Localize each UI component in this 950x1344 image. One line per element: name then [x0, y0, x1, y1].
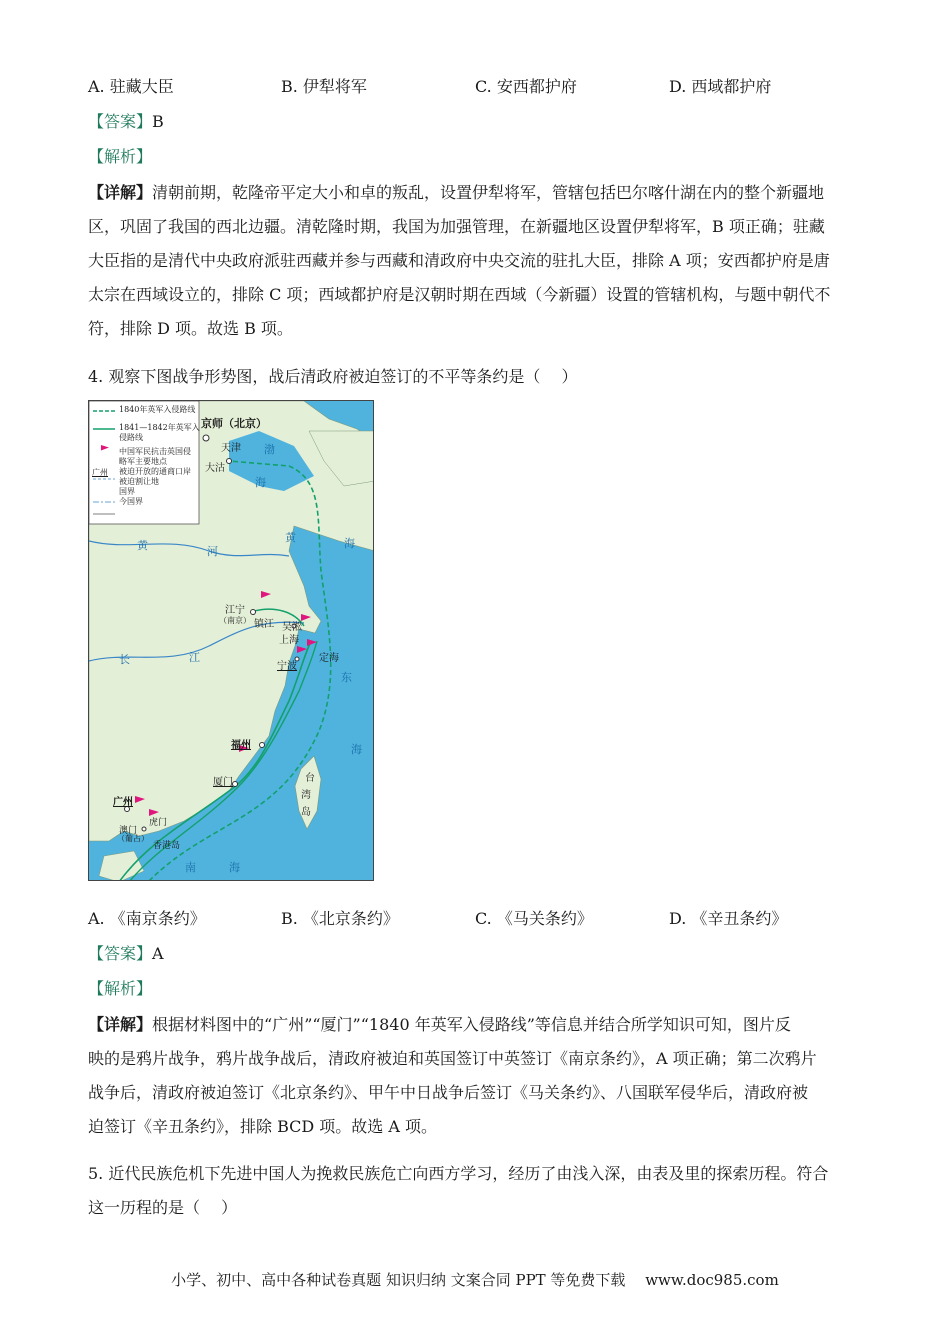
label-tai: 台 — [305, 773, 315, 784]
answer-value: A — [152, 944, 164, 963]
label-xianggang: 香港岛 — [153, 841, 181, 851]
option-a: A. 《南京条约》 — [88, 909, 206, 928]
legend-item: 略军主要地点 — [119, 457, 167, 466]
option-c: C. 安西都护府 — [475, 77, 577, 96]
label-bohai: 渤 — [264, 443, 275, 456]
label-nanhai-2: 海 — [229, 861, 240, 874]
label-huang: 黄 — [137, 539, 148, 552]
stem-line: 这一历程的是（ ） — [88, 1198, 238, 1217]
detail-tag: 【详解】 — [88, 183, 153, 202]
label-donghai: 东 — [341, 671, 352, 684]
label-bohai-2: 海 — [255, 476, 266, 489]
option-a: A. 驻藏大臣 — [88, 77, 174, 96]
opium-war-map — [88, 400, 374, 881]
answer-value: B — [152, 112, 164, 131]
answer-row — [88, 943, 164, 965]
label-dinghai: 定海 — [319, 653, 339, 664]
label-ningbo: 宁波 — [277, 661, 297, 672]
stem-line: 5. 近代民族危机下先进中国人为挽救民族危亡向西方学习，经历了由浅入深，由表及里的探索历程。符合 — [88, 1164, 829, 1183]
label-chang: 长 — [119, 653, 130, 666]
detail-line: 太宗在西域设立的，排除 C 项；西域都护府是汉朝时期在西域（今新疆）设置的管辖机构，与题中朝代不 — [88, 285, 831, 304]
label-nanhai: 南 — [185, 861, 196, 874]
label-huanghai-2: 海 — [344, 537, 355, 550]
question-stem: 4. 观察下图战争形势图，战后清政府被迫签订的不平等条约是（ ） — [88, 367, 578, 386]
label-aomen: 澳门 — [119, 826, 138, 836]
legend-item: 国界 — [119, 487, 135, 496]
detail-line: 映的是鸦片战争，鸦片战争战后，清政府被迫和英国签订中英签订《南京条约》，A 项正确；第二次鸦片 — [88, 1049, 817, 1068]
answer-row — [88, 111, 164, 133]
label-guangzhou: 广州 — [113, 797, 133, 808]
label-zhenjiang: 镇江 — [254, 619, 274, 630]
label-jiangning: 江宁 — [225, 605, 245, 616]
label-donghai-2: 海 — [351, 743, 362, 756]
option-d: D. 《辛丑条约》 — [669, 909, 788, 928]
detail-line: 区，巩固了我国的西北边疆。清乾隆时期，我国为加强管理，在新疆地区设置伊犁将军，B 项正确；驻藏 — [88, 217, 825, 236]
legend-port-sample: 广州 — [92, 468, 108, 477]
answer-tag: 【答案】 — [88, 944, 153, 963]
option-d: D. 西域都护府 — [669, 77, 772, 96]
label-xiamen: 厦门 — [213, 777, 233, 788]
label-wusong: 吴淞 — [282, 622, 302, 633]
label-dao: 岛 — [301, 807, 311, 818]
legend-item: 1840年英军入侵路线 — [119, 405, 196, 414]
label-nanjing: （南京） — [219, 616, 251, 625]
option-c: C. 《马关条约》 — [475, 909, 593, 928]
option-b: B. 伊犁将军 — [281, 77, 367, 96]
detail-line: 清朝前期，乾隆帝平定大小和卓的叛乱，设置伊犁将军，管辖包括巴尔喀什湖在内的整个新疆地 — [152, 183, 825, 202]
legend-text — [119, 405, 200, 507]
detail-line: 战争后，清政府被迫签订《北京条约》、甲午中日战争后签订《马关条约》、八国联军侵华后，清政府被 — [88, 1083, 809, 1102]
detail-paragraph — [88, 1008, 864, 1144]
label-jiang: 江 — [189, 651, 200, 664]
detail-tag: 【详解】 — [88, 1015, 153, 1034]
legend-item: 中国军民抗击英国侵 — [119, 447, 191, 456]
legend-item: 今国界 — [119, 497, 143, 506]
label-humen: 虎门 — [149, 818, 168, 828]
label-huanghai: 黄 — [285, 531, 296, 544]
detail-line: 符，排除 D 项。故选 B 项。 — [88, 319, 293, 338]
label-dagu: 大沽 — [205, 463, 225, 474]
analysis-tag: 【解析】 — [88, 147, 153, 166]
legend-item: 被迫割让地 — [119, 477, 159, 486]
detail-line: 大臣指的是清代中央政府派驻西藏并参与西藏和清政府中央交流的驻扎大臣，排除 A 项；安西都护府是唐 — [88, 251, 830, 270]
label-tianjin: 天津 — [221, 443, 241, 454]
legend-item: 侵路线 — [119, 433, 143, 442]
label-jingshi: 京师（北京） — [201, 417, 267, 430]
label-wan: 湾 — [301, 790, 311, 801]
detail-line: 迫签订《辛丑条约》，排除 BCD 项。故选 A 项。 — [88, 1117, 438, 1136]
answer-tag: 【答案】 — [88, 112, 153, 131]
legend-item: 1841—1842年英军入 — [119, 423, 200, 432]
question-5-stem — [88, 1157, 864, 1225]
detail-line: 根据材料图中的“广州”“厦门”“1840 年英军入侵路线”等信息并结合所学知识可知，图片反 — [152, 1015, 791, 1034]
page-footer: 小学、初中、高中各种试卷真题 知识归纳 文案合同 PPT 等免费下载 www.doc985.com — [171, 1271, 779, 1289]
analysis-tag: 【解析】 — [88, 979, 153, 998]
label-shanghai: 上海 — [279, 635, 299, 646]
legend-item: 被迫开放的通商口岸 — [119, 467, 191, 476]
option-b: B. 《北京条约》 — [281, 909, 399, 928]
label-aomen-note: （葡占） — [117, 834, 149, 843]
label-fuzhou: 福州 — [231, 740, 251, 751]
label-he: 河 — [207, 545, 218, 558]
detail-paragraph — [88, 176, 864, 346]
